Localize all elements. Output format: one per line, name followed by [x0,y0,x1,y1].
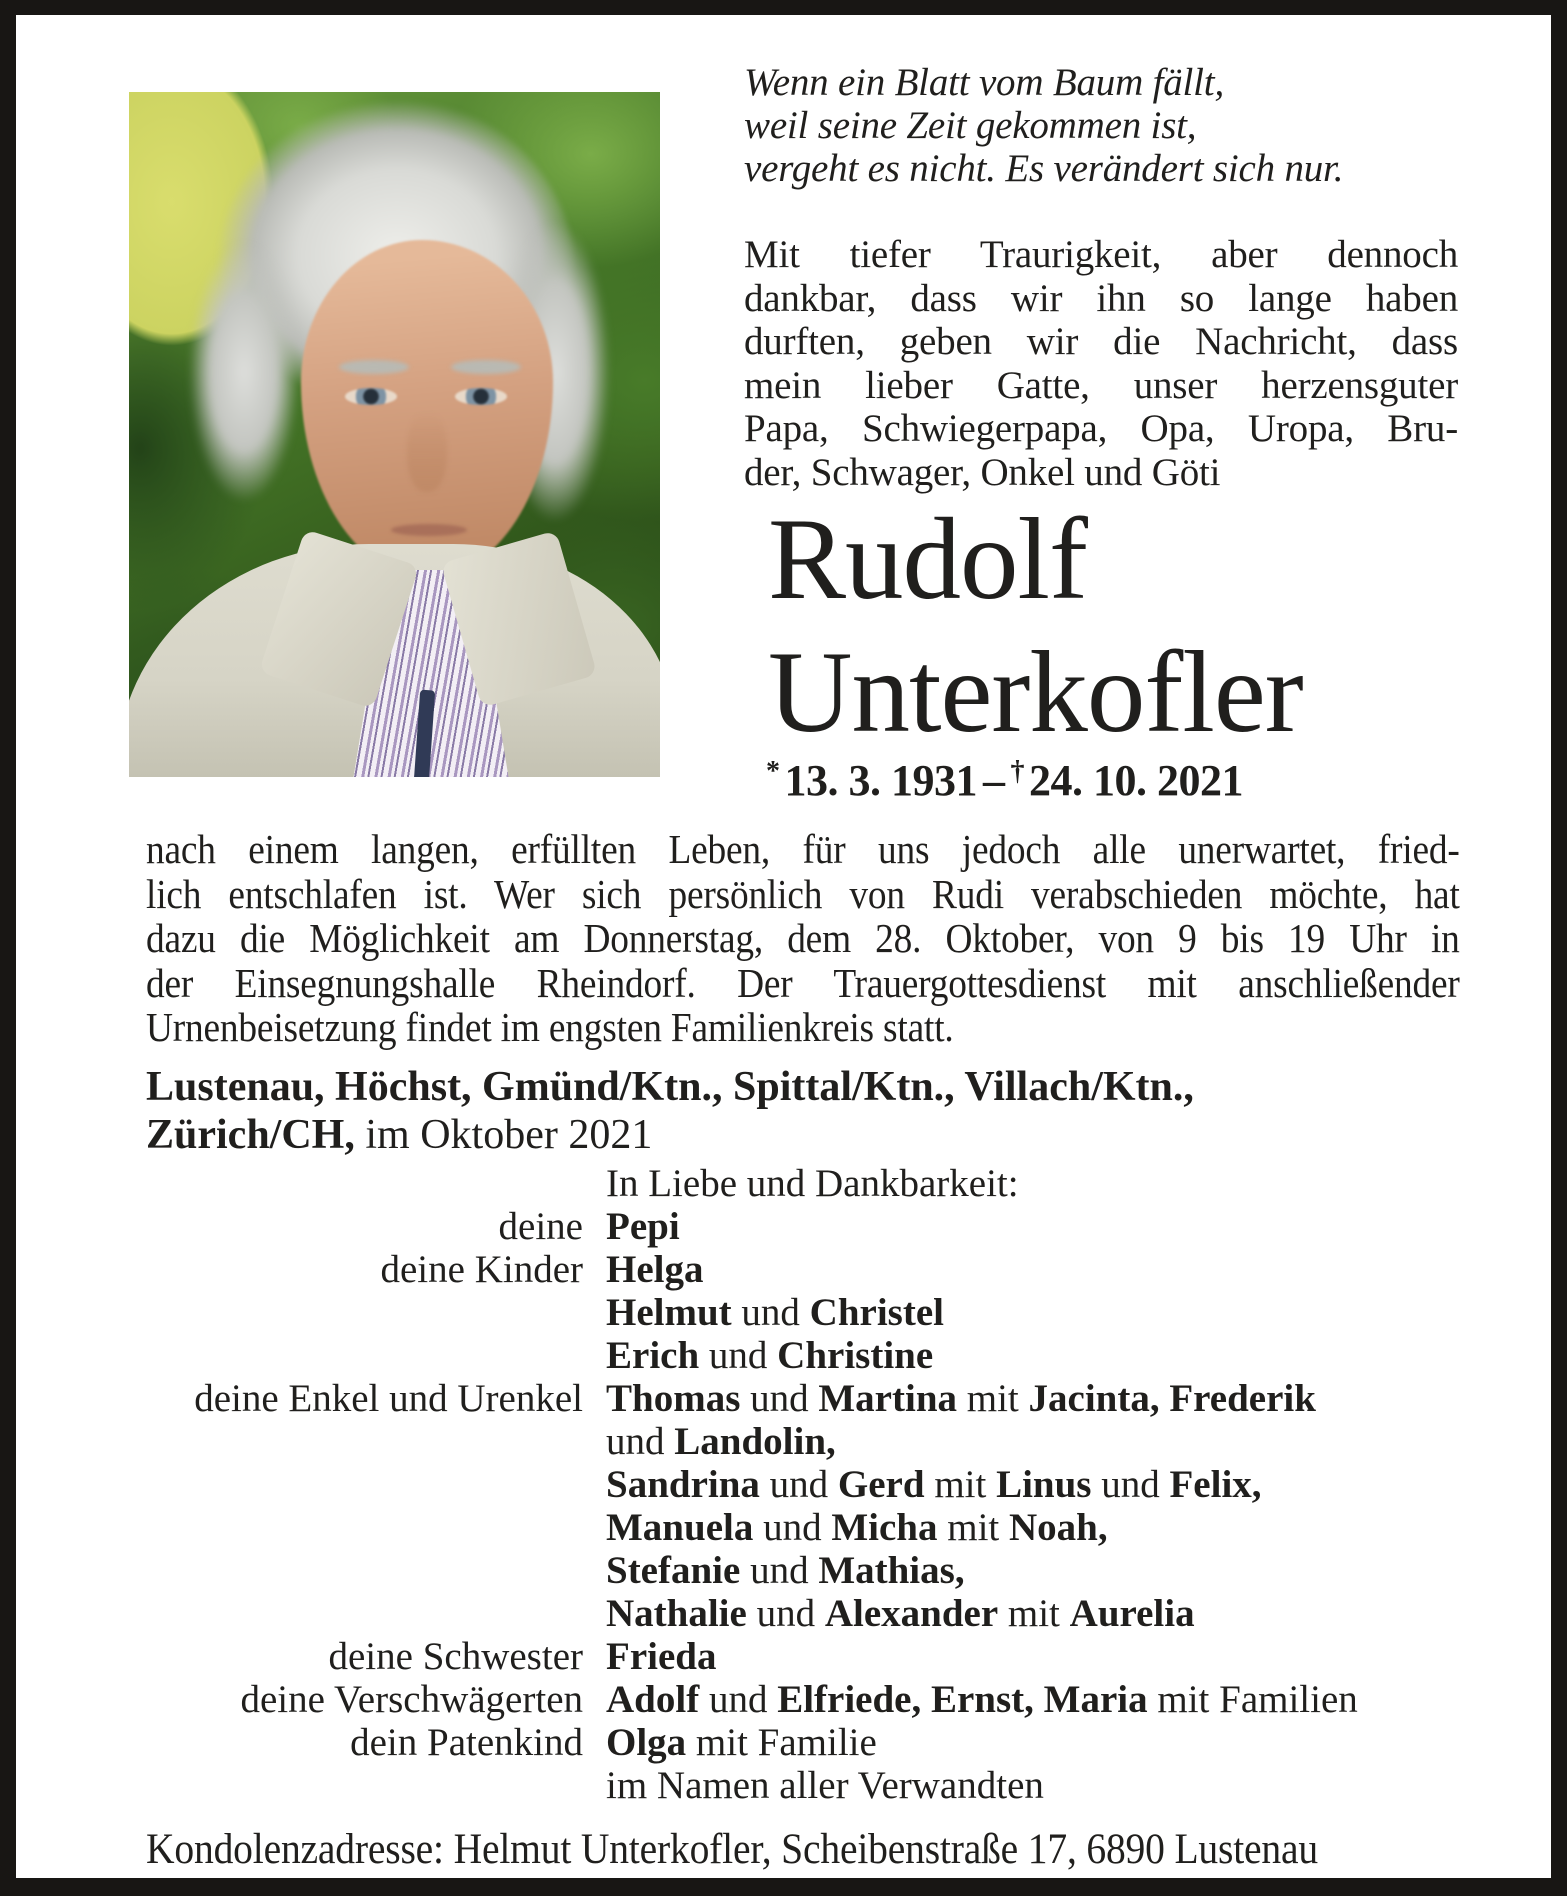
family-relation-label [146,1592,583,1635]
family-name: Olga [606,1721,687,1764]
family-row [146,1420,1476,1463]
family-relation-label [146,1291,583,1334]
intro-paragraph [744,233,1458,494]
announcement-line: Urnenbeisetzung findet im engsten Familienkreis statt. [146,1004,954,1050]
eye-right [455,388,507,405]
family-relation-label: dein Patenkind [350,1721,583,1764]
eyebrow-right [451,360,521,374]
family-name: Frieda [606,1635,717,1678]
portrait-photo [129,92,660,777]
death-date: 24. 10. 2021 [1029,756,1243,805]
family-row [146,1377,1476,1420]
nose [407,412,447,492]
family-names [606,1162,1476,1205]
family-names [606,1678,1476,1721]
family-relation-label [146,1420,583,1463]
family-names [606,1592,1476,1635]
poem-line: weil seine Zeit gekommen ist, [744,104,1197,147]
family-connector: mit [957,1377,1029,1420]
family-connector: mit [937,1506,1010,1549]
family-connector: mit Familien [1147,1678,1358,1721]
family-name: Erich [606,1334,700,1377]
poem-line: vergeht es nicht. Es verändert sich nur. [744,147,1344,190]
family-names [606,1248,1476,1291]
family-relation-label: deine Kinder [380,1248,583,1291]
family-relation-label: deine Verschwägerten [240,1678,583,1721]
family-name: Adolf [606,1678,700,1721]
family-list [146,1162,1476,1807]
announcement-line: lich entschlafen ist. Wer sich persönlich von Rudi verabschieden möchte, hat [146,870,1460,917]
family-connector: In Liebe und Dankbarkeit: [606,1162,1019,1205]
family-names [606,1334,1476,1377]
intro-line: der, Schwager, Onkel und Göti [744,450,1221,494]
family-name: Christel [809,1291,944,1334]
family-connector: mit [924,1463,997,1506]
family-names [606,1549,1476,1592]
family-names [606,1420,1476,1463]
family-name: Nathalie [606,1592,747,1635]
mouth [391,524,467,536]
family-connector: mit Familie [686,1721,877,1764]
places-date: im Oktober 2021 [365,1112,653,1158]
family-connector: und [759,1463,838,1506]
deceased-last-name: Unterkofler [768,628,1303,757]
family-name: Sandrina [606,1463,760,1506]
family-name: Noah, [1009,1506,1108,1549]
places-line2-bold: Zürich/CH, [146,1112,355,1158]
life-dates [766,755,1243,806]
family-name: Micha [831,1506,938,1549]
family-row [146,1721,1476,1764]
intro-line: durften, geben wir die Nachricht, dass [744,320,1458,363]
family-name: Mathias, [818,1549,965,1592]
family-name: Aurelia [1069,1592,1195,1635]
death-symbol: † [1010,756,1024,787]
family-connector: und [746,1592,825,1635]
family-connector: mit [998,1592,1070,1635]
places-line2 [146,1111,1466,1159]
family-name: Jacinta, Frederik [1028,1377,1316,1420]
family-row [146,1334,1476,1377]
family-connector: und [699,1678,778,1721]
family-row [146,1162,1476,1205]
family-relation-label [146,1162,583,1205]
announcement-paragraph [146,827,1460,1050]
condolence-address: Kondolenzadresse: Helmut Unterkofler, Scheibenstraße 17, 6890 Lustenau [146,1826,1318,1873]
deceased-name [768,493,1528,759]
family-name: Alexander [824,1592,999,1635]
poem [744,61,1474,190]
birth-date: 13. 3. 1931 [784,756,977,805]
family-row [146,1678,1476,1721]
dates-separator: – [983,756,1005,805]
intro-line: Mit tiefer Traurigkeit, aber dennoch [744,233,1458,276]
eye-left [345,388,397,405]
family-name: Linus [996,1463,1092,1506]
eyebrow-left [339,360,409,374]
family-name: Landolin, [674,1420,836,1463]
places-block [146,1063,1466,1159]
family-row [146,1248,1476,1291]
obituary-sheet [16,15,1551,1878]
family-name: Manuela [606,1506,754,1549]
family-names [606,1291,1476,1334]
family-connector: und [699,1334,778,1377]
family-relation-label: deine [498,1205,583,1248]
family-name: Martina [818,1377,958,1420]
family-names [606,1506,1476,1549]
family-name: Elfriede, Ernst, Maria [777,1678,1148,1721]
family-connector: und [753,1506,832,1549]
family-name: Gerd [837,1463,925,1506]
family-row [146,1549,1476,1592]
family-names [606,1764,1476,1807]
announcement-line: dazu die Möglichkeit am Donnerstag, dem 28. Oktober, von 9 bis 19 Uhr in [146,915,1460,961]
announcement-line: nach einem langen, erfüllten Leben, für uns jedoch alle unerwartet, fried- [146,826,1460,872]
intro-line: Papa, Schwiegerpapa, Opa, Uropa, Bru- [744,407,1458,450]
intro-line: mein lieber Gatte, unser herzensguter [744,363,1458,407]
family-connector: im Namen aller Verwandten [606,1764,1044,1807]
family-row [146,1592,1476,1635]
hair-left [189,242,299,502]
family-relation-label [146,1764,583,1807]
family-row [146,1463,1476,1506]
announcement-line: der Einsegnungshalle Rheindorf. Der Trauergottesdienst mit anschließender [146,959,1460,1006]
family-relation-label [146,1334,583,1377]
family-names [606,1377,1476,1420]
family-row [146,1764,1476,1807]
family-connector: und [740,1377,819,1420]
family-row [146,1291,1476,1334]
family-name: Felix, [1169,1463,1262,1506]
family-names [606,1463,1476,1506]
family-relation-label: deine Schwester [328,1635,583,1678]
birth-symbol: * [766,756,780,787]
family-names [606,1635,1476,1678]
family-name: Helmut [606,1291,732,1334]
family-name: Thomas [606,1377,741,1420]
family-connector: und [740,1549,819,1592]
family-relation-label [146,1463,583,1506]
places-line1: Lustenau, Höchst, Gmünd/Ktn., Spittal/Ktn., Villach/Ktn., [146,1064,1194,1110]
family-name: Pepi [606,1205,680,1248]
family-connector: und [606,1420,675,1463]
family-connector: und [731,1291,810,1334]
family-relation-label [146,1506,583,1549]
family-connector: und [1091,1463,1170,1506]
family-row [146,1635,1476,1678]
family-name: Stefanie [606,1549,741,1592]
family-name: Christine [777,1334,934,1377]
intro-line: dankbar, dass wir ihn so lange haben [744,276,1458,320]
family-names [606,1205,1476,1248]
family-name: Helga [606,1248,704,1291]
family-row [146,1506,1476,1549]
poem-line: Wenn ein Blatt vom Baum fällt, [744,61,1224,104]
family-relation-label: deine Enkel und Urenkel [194,1377,583,1420]
family-row [146,1205,1476,1248]
family-names [606,1721,1476,1764]
family-relation-label [146,1549,583,1592]
deceased-first-name: Rudolf [768,495,1088,624]
